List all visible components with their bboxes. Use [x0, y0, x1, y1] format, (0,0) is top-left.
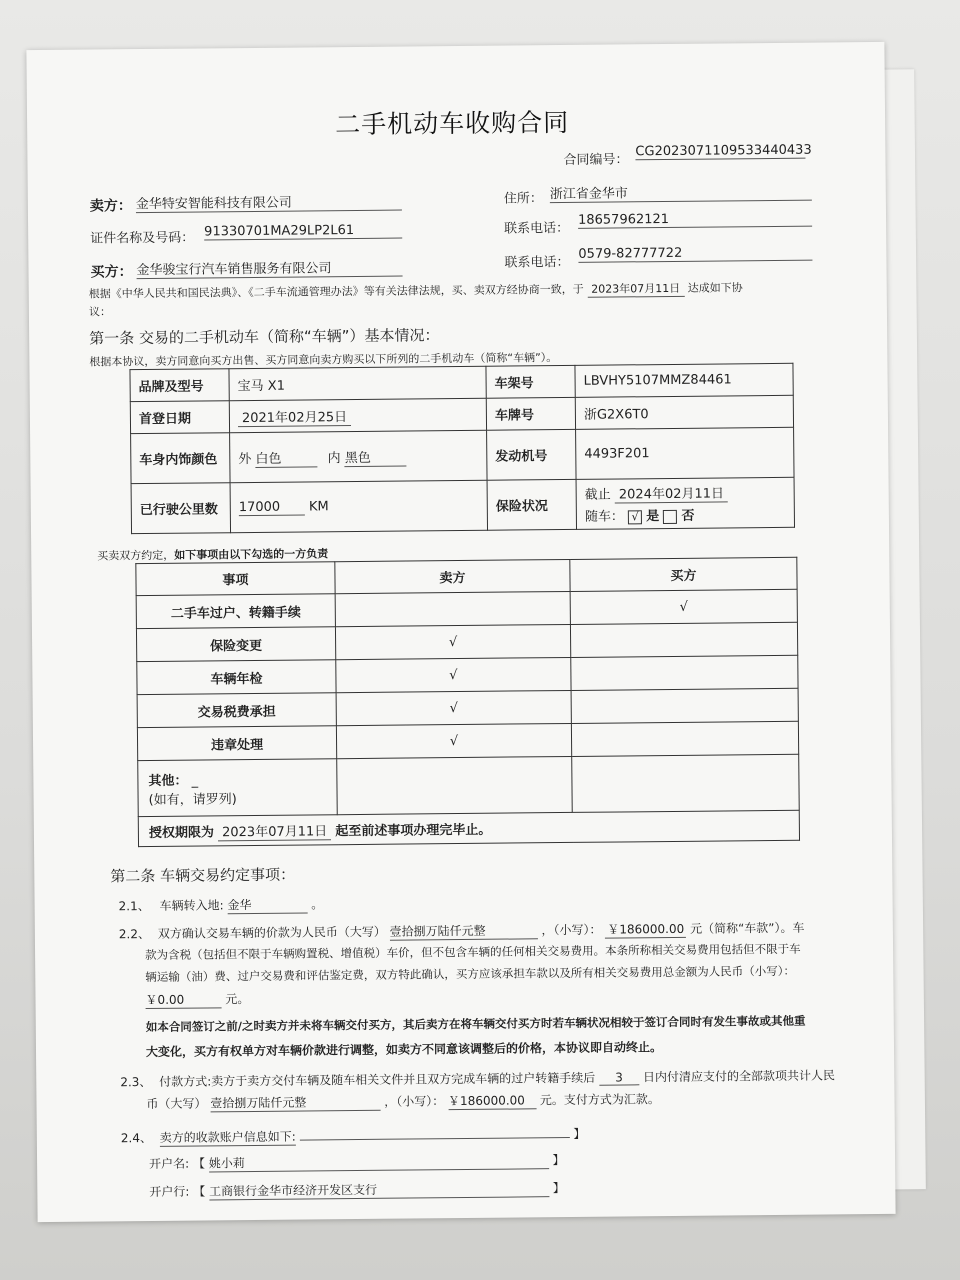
buyer-phone: 0579-82777722	[578, 245, 812, 263]
buyer-check	[570, 622, 797, 657]
header-item: 事项	[136, 562, 335, 596]
agreement-lead: 买卖双方约定，如下事项由以下勾选的一方负责	[97, 547, 329, 563]
id-number: 91330701MA29LP2L61	[204, 223, 402, 241]
buyer-check	[571, 655, 798, 690]
buyer-name: 金华骏宝行汽车销售服务有限公司	[136, 257, 402, 280]
table-row: 交易税费承担 √	[137, 688, 798, 727]
engine-label: 发动机号	[487, 429, 576, 480]
color-cell: 外 白色 内 黑色	[230, 430, 487, 482]
clause-2-2-line4: ￥0.00 元。	[145, 992, 250, 1008]
reg-date: 2021年02月25日	[238, 406, 351, 427]
engine-value: 4493F201	[576, 427, 794, 479]
table-row: 保险变更 √	[136, 622, 797, 661]
buyer-check: √	[570, 589, 797, 624]
buyer-check	[571, 688, 798, 723]
mileage-label: 已行驶公里数	[131, 483, 230, 534]
buyer-check	[571, 721, 798, 756]
seller-check: √	[335, 624, 570, 659]
price-upper: 壹拾捌万陆仟元整	[390, 921, 538, 940]
header-seller: 卖方	[335, 559, 570, 593]
vin-label: 车架号	[486, 365, 575, 398]
clause-2-3-line1: 2.3、 付款方式:卖方于卖方交付车辆及随车相关文件并且双方完成车辆的过户转籍手续后 3 日内付清应支付的全部款项共计人民	[120, 1068, 835, 1090]
contract-no-label: 合同编号：	[563, 152, 629, 168]
yes-checkbox: √	[628, 510, 642, 524]
brand-value: 宝马 X1	[229, 366, 486, 400]
seller-phone-label: 联系电话：	[504, 220, 570, 237]
table-row: 违章处理 √	[137, 721, 798, 760]
vehicle-table	[129, 363, 795, 534]
intro-line1: 根据《中华人民共和国民法典》、《二手车流通管理办法》等有关法律法规，买、卖双方经协商一致，于 2023年07月11日 达成如下协	[88, 281, 743, 301]
page-title: 二手机动车收购合同	[334, 107, 570, 140]
id-label: 证件名称及号码：	[90, 230, 195, 247]
seller-check: √	[336, 723, 571, 758]
article2-heading: 第二条 车辆交易约定事项：	[110, 865, 296, 886]
seller-check: √	[336, 690, 571, 725]
auth-date: 2023年07月11日	[218, 820, 331, 841]
article1-lead: 根据本协议，卖方同意向买方出售、买方同意向卖方购买以下所列的二手机动车（简称“车辆”）。	[89, 351, 558, 369]
intro-line2: 议：	[88, 305, 111, 319]
reg-date-cell	[229, 398, 486, 432]
color-label: 车身内饰颜色	[131, 433, 230, 484]
auth-row: 授权期限为 2023年07月11日 起至前述事项办理完毕止。	[138, 810, 799, 846]
payment-upper: 壹拾捌万陆仟元整	[210, 1093, 380, 1113]
clause-2-2-line2: 款为含税（包括但不限于车辆购置税、增值税）车价，但不包含车辆的任何相关交易费用。本条所称相关交易费用包括但不限于车	[145, 941, 801, 963]
insurance-label: 保险状况	[487, 479, 576, 530]
brand-label: 品牌及型号	[130, 369, 229, 402]
header-buyer: 买方	[570, 557, 797, 591]
clause-2-2-line3: 辆运输（油）费、过户交易费和评估鉴定费，双方特此确认，买方应该承担车款以及所有相关交易费用总金额为人民币（小写）：	[145, 963, 796, 985]
seller-phone: 18657962121	[578, 211, 812, 229]
no-checkbox	[663, 509, 677, 523]
table-row: 车辆年检 √	[137, 655, 798, 694]
seller-name: 金华特安智能科技有限公司	[136, 191, 402, 214]
clause-bold-line2: 大变化，买方有权单方对车辆价款进行调整，如卖方不同意该调整后的价格，本协议即自动终止。	[145, 1040, 663, 1060]
seller-check	[335, 591, 570, 626]
other-row: 其他： _ (如有，请罗列)	[138, 754, 800, 816]
clause-bold-line1: 如本合同签订之前/之时卖方并未将车辆交付买方，其后卖方在将车辆交付买方时若车辆状况相较于签订合同时有发生事故或其他重	[145, 1013, 806, 1035]
plate-label: 车牌号	[486, 397, 575, 430]
reg-date-label: 首登日期	[130, 401, 229, 434]
duty-table	[135, 557, 800, 847]
bank-line: 开户行: 【 工商银行金华市经济开发区支行 】	[149, 1181, 565, 1200]
address-value: 浙江省金华市	[550, 181, 812, 204]
seller-label: 卖方：	[89, 198, 132, 215]
payment-lower: ￥186000.00	[448, 1091, 536, 1110]
clause-2-1: 2.1、 车辆转入地: 金华 。	[118, 897, 324, 914]
exterior-color: 白色	[255, 447, 317, 468]
article1-heading: 第一条 交易的二手机动车（简称“车辆”）基本情况：	[89, 326, 440, 348]
intro-date: 2023年07月11日	[587, 280, 684, 298]
account-holder: 姚小莉	[209, 1151, 549, 1172]
account-holder-line: 开户名: 【 姚小莉 】	[149, 1153, 565, 1172]
destination: 金华	[227, 895, 307, 914]
seller-check: √	[336, 657, 571, 692]
vin-value: LBVHY5107MMZ84461	[575, 363, 793, 397]
clause-2-2-line1: 2.2、 双方确认交易车辆的价款为人民币（大写） 壹拾捌万陆仟元整 ，（小写）： ￥186000.00 元（简称“车款”）。车	[118, 920, 805, 942]
clause-2-4: 2.4、 卖方的收款账户信息如下: 】	[120, 1126, 586, 1146]
insurance-cell: 截止 2024年02月11日 随车： √ 是 否	[576, 477, 794, 529]
bank-name: 工商银行金华市经济开发区支行	[209, 1179, 549, 1200]
plate-value: 浙G2X6T0	[575, 395, 793, 429]
fee-amount: ￥0.00	[145, 990, 221, 1009]
payment-days: 3	[599, 1070, 639, 1085]
mileage-cell: 17000 KM	[230, 480, 487, 532]
insurance-date: 2024年02月11日	[615, 482, 728, 503]
mileage-value: 17000	[239, 499, 305, 516]
clause-2-3-line2: 币（大写） 壹拾捌万陆仟元整 ，（小写）： ￥186000.00 元。支付方式为汇款。	[146, 1092, 660, 1112]
interior-color: 黑色	[345, 446, 407, 467]
buyer-label: 买方：	[90, 264, 133, 281]
contract-page	[26, 42, 895, 1222]
buyer-phone-label: 联系电话：	[504, 254, 570, 271]
contract-no: CG2023071109533440433	[635, 142, 812, 160]
price-lower: ￥186000.00	[605, 920, 686, 939]
table-row: 二手车过户、转籍手续 √	[136, 589, 797, 628]
address-label: 住所：	[503, 191, 543, 207]
